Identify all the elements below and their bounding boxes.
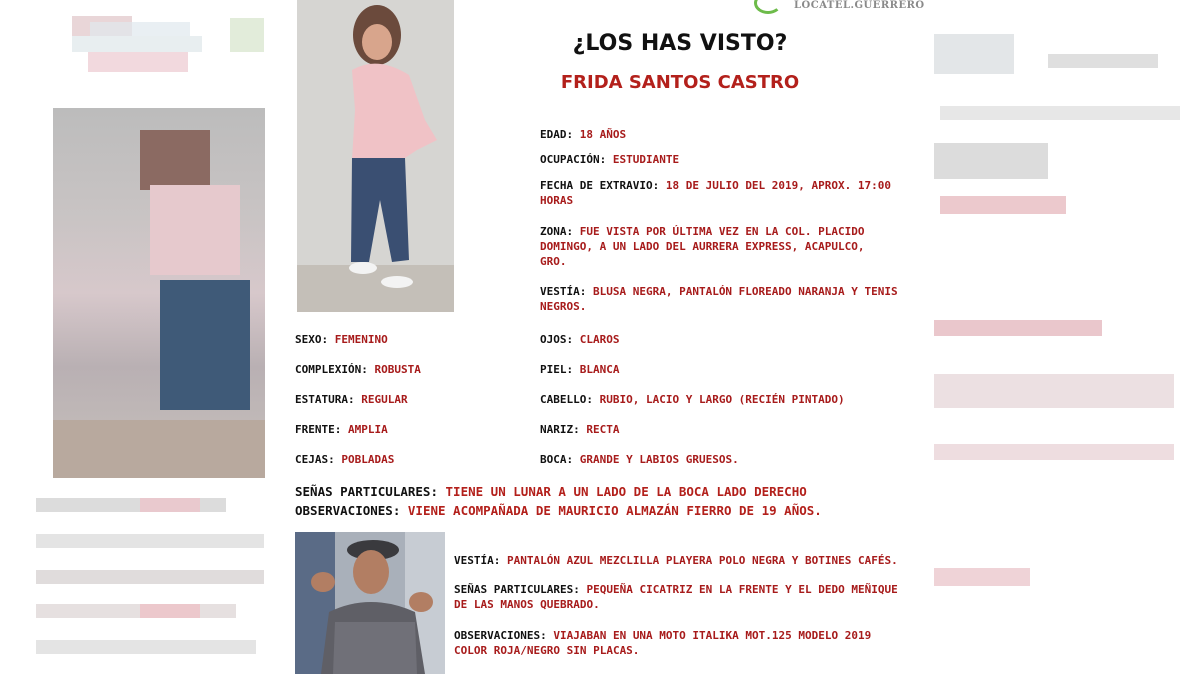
detail-edad: EDAD: 18 AÑOS <box>540 128 627 141</box>
trait-cejas: CEJAS: POBLADAS <box>295 453 395 466</box>
companion-observaciones: OBSERVACIONES: VIAJABAN EN UNA MOTO ITALIKA MOT.125 MODELO 2019 COLOR ROJA/NEGRO SIN PLACAS. <box>454 629 872 657</box>
companion-figure-icon <box>295 532 445 674</box>
missing-person-name: FRIDA SANTOS CASTRO <box>560 72 800 93</box>
trait-boca: BOCA: GRANDE Y LABIOS GRUESOS. <box>540 453 739 466</box>
companion-senas: SEÑAS PARTICULARES: PEQUEÑA CICATRIZ EN LA FRENTE Y EL DEDO MEÑIQUE DE LAS MANOS QUEBRADO. <box>454 583 898 611</box>
companion-photo <box>295 532 445 674</box>
trait-ojos: OJOS: CLAROS <box>540 333 620 346</box>
logo-text: LOCATEL.GUERRERO <box>794 0 925 11</box>
observaciones: OBSERVACIONES: VIENE ACOMPAÑADA DE MAURICIO ALMAZÁN FIERRO DE 19 AÑOS. <box>295 503 822 518</box>
detail-ocupacion: OCUPACIÓN: ESTUDIANTE <box>540 153 680 166</box>
detail-fecha: FECHA DE EXTRAVIO: 18 DE JULIO DEL 2019, APROX. 17:00 HORAS <box>540 179 892 207</box>
locatel-logo-icon <box>754 0 782 14</box>
trait-complexion: COMPLEXIÓN: ROBUSTA <box>295 363 421 376</box>
trait-nariz: NARIZ: RECTA <box>540 423 620 436</box>
companion-vestia: VESTÍA: PANTALÓN AZUL MEZCLILLA PLAYERA POLO NEGRA Y BOTINES CAFÉS. <box>454 554 898 567</box>
person-figure-icon <box>297 0 454 312</box>
trait-frente: FRENTE: AMPLIA <box>295 423 388 436</box>
poster-title: ¿LOS HAS VISTO? <box>572 31 788 56</box>
trait-estatura: ESTATURA: REGULAR <box>295 393 408 406</box>
trait-cabello: CABELLO: RUBIO, LACIO Y LARGO (RECIÉN PINTADO) <box>540 393 845 406</box>
trait-sexo: SEXO: FEMENINO <box>295 333 388 346</box>
trait-piel: PIEL: BLANCA <box>540 363 620 376</box>
detail-vestia: VESTÍA: BLUSA NEGRA, PANTALÓN FLOREADO NARANJA Y TENIS NEGROS. <box>540 285 898 313</box>
missing-person-photo <box>297 0 454 312</box>
detail-zona: ZONA: FUE VISTA POR ÚLTIMA VEZ EN LA COL. PLACIDO DOMINGO, A UN LADO DEL AURRERA EXPRESS, ACAPULCO, GRO. <box>540 225 865 268</box>
senas-particulares: SEÑAS PARTICULARES: TIENE UN LUNAR A UN LADO DE LA BOCA LADO DERECHO <box>295 484 807 499</box>
